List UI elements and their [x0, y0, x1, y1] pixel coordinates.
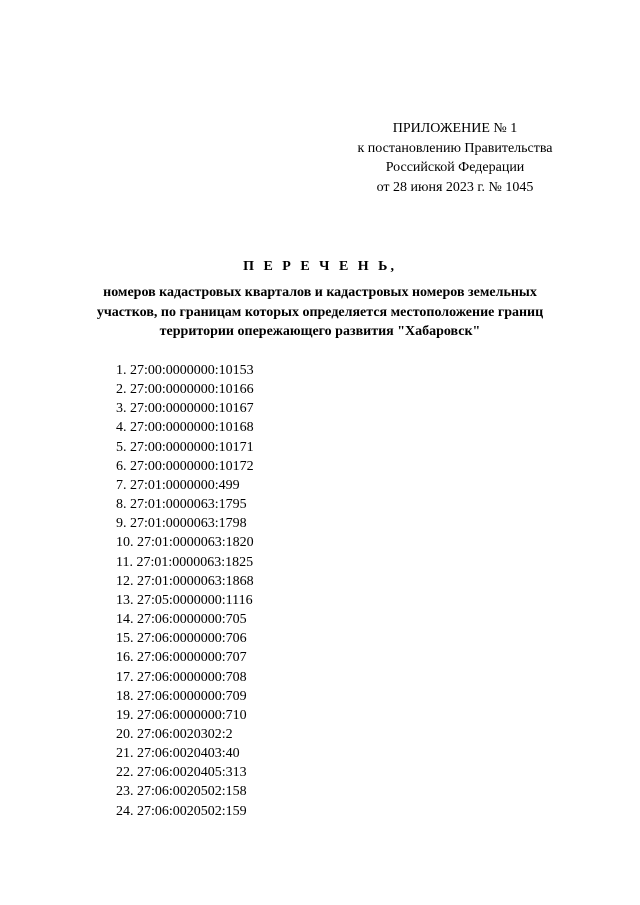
cadastral-number-list — [116, 361, 254, 821]
appendix-resolution-line: к постановлению Правительства — [357, 140, 553, 156]
list-item: 4. 27:00:0000000:10168 — [116, 420, 254, 436]
list-item: 5. 27:00:0000000:10171 — [116, 439, 254, 455]
list-item: 17. 27:06:0000000:708 — [116, 669, 247, 685]
appendix-government-line: Российской Федерации — [385, 160, 525, 175]
list-item: 24. 27:06:0020502:159 — [116, 803, 247, 819]
list-item: 20. 27:06:0020302:2 — [116, 726, 233, 742]
list-item: 19. 27:06:0000000:710 — [116, 707, 247, 723]
document-title: П Е Р Е Ч Е Н Ь, — [243, 259, 397, 274]
list-item: 13. 27:05:0000000:1116 — [116, 592, 253, 608]
list-item: 1. 27:00:0000000:10153 — [116, 363, 254, 378]
list-item: 7. 27:01:0000000:499 — [116, 477, 240, 493]
document-subtitle — [60, 283, 580, 342]
list-item: 16. 27:06:0000000:707 — [116, 650, 247, 666]
appendix-block — [330, 119, 580, 197]
list-item: 11. 27:01:0000063:1825 — [116, 554, 254, 570]
list-item: 15. 27:06:0000000:706 — [116, 631, 247, 647]
list-item: 10. 27:01:0000063:1820 — [116, 535, 254, 551]
list-item: 6. 27:00:0000000:10172 — [116, 458, 254, 474]
list-item: 9. 27:01:0000063:1798 — [116, 516, 247, 532]
subtitle-line-3: территории опережающего развития "Хабаровск" — [159, 324, 481, 339]
list-item: 23. 27:06:0020502:158 — [116, 784, 247, 800]
list-item: 2. 27:00:0000000:10166 — [116, 382, 254, 398]
list-item: 12. 27:01:0000063:1868 — [116, 573, 254, 589]
list-item: 21. 27:06:0020403:40 — [116, 746, 240, 762]
subtitle-line-2: участков, по границам которых определяется местоположение границ — [96, 304, 544, 320]
list-item: 3. 27:00:0000000:10167 — [116, 401, 254, 417]
list-item: 18. 27:06:0000000:709 — [116, 688, 247, 704]
list-item: 22. 27:06:0020405:313 — [116, 765, 247, 781]
appendix-date-line: от 28 июня 2023 г. № 1045 — [376, 179, 534, 195]
list-item: 8. 27:01:0000063:1795 — [116, 497, 247, 513]
subtitle-line-1: номеров кадастровых кварталов и кадастровых номеров земельных — [103, 285, 537, 300]
appendix-heading: ПРИЛОЖЕНИЕ № 1 — [392, 121, 518, 136]
list-item: 14. 27:06:0000000:705 — [116, 612, 247, 628]
